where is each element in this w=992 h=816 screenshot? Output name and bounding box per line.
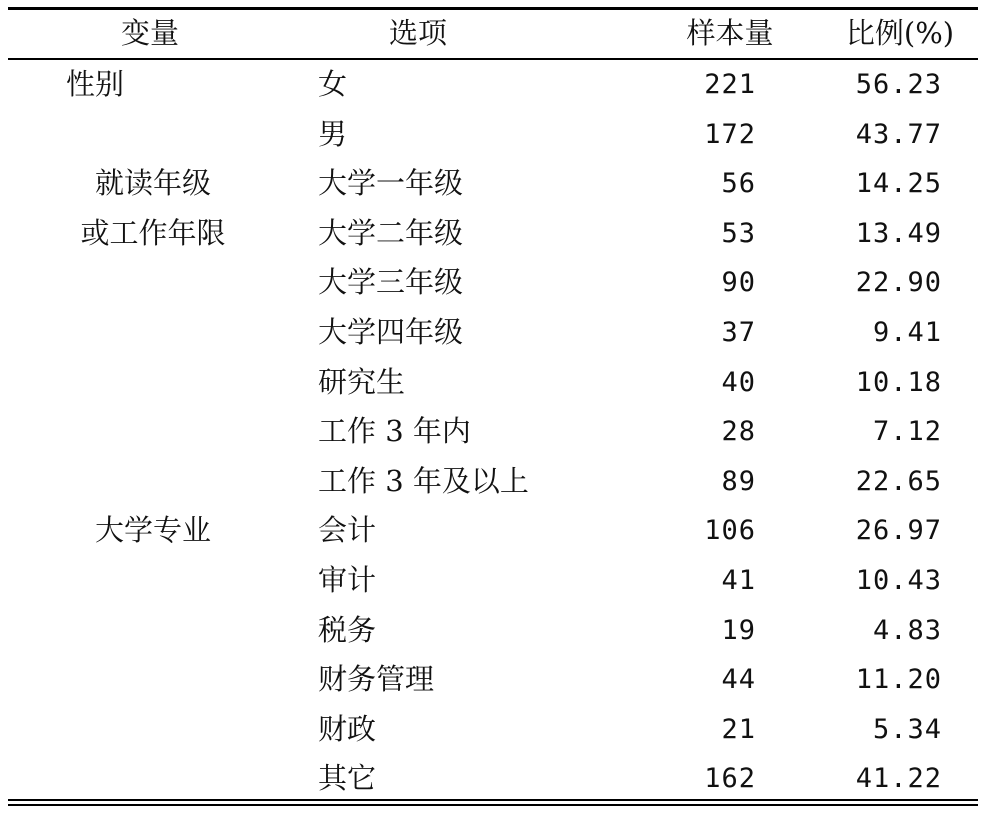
cell-variable [58, 110, 248, 159]
cell-percent: 26.97 [855, 515, 942, 546]
cell-percent: 11.20 [855, 664, 942, 695]
cell-option: 大学一年级 [318, 166, 464, 200]
cell-option: 其它 [318, 761, 377, 795]
cell-count: 53 [721, 218, 756, 249]
cell-variable [58, 705, 248, 754]
cell-option: 会计 [318, 513, 377, 547]
cell-variable [58, 407, 248, 456]
cell-percent: 56.23 [855, 69, 942, 100]
cell-option: 工作 3 年内 [318, 414, 471, 448]
cell-option: 审计 [318, 563, 377, 597]
cell-percent: 14.25 [855, 168, 942, 199]
cell-option: 税务 [318, 613, 377, 647]
cell-option: 大学二年级 [318, 216, 464, 250]
cell-count: 28 [721, 416, 756, 447]
cell-percent: 7.12 [872, 416, 942, 447]
cell-percent: 22.90 [855, 267, 942, 298]
bottom-rule-2 [8, 804, 978, 806]
cell-percent: 10.43 [855, 565, 942, 596]
cell-variable [58, 606, 248, 655]
cell-count: 172 [704, 119, 756, 150]
cell-count: 19 [721, 615, 756, 646]
cell-variable [58, 457, 248, 506]
cell-option: 男 [318, 117, 348, 151]
header-variable: 变量 [120, 16, 179, 50]
cell-count: 21 [721, 714, 756, 745]
cell-option: 财政 [318, 712, 377, 746]
cell-percent: 10.18 [855, 367, 942, 398]
cell-count: 44 [721, 664, 756, 695]
cell-option: 财务管理 [318, 662, 435, 696]
cell-option: 女 [318, 67, 348, 101]
cell-count: 162 [704, 763, 756, 794]
cell-variable [58, 308, 248, 357]
cell-count: 106 [704, 515, 756, 546]
header-option: 选项 [388, 16, 447, 50]
cell-count: 89 [721, 466, 756, 497]
cell-percent: 43.77 [855, 119, 942, 150]
header-count: 样本量 [686, 16, 774, 50]
header-percent: 比例(%) [845, 16, 955, 50]
cell-percent: 5.34 [872, 714, 942, 745]
cell-percent: 41.22 [855, 763, 942, 794]
cell-variable [58, 556, 248, 605]
cell-variable [58, 655, 248, 704]
cell-percent: 9.41 [872, 317, 942, 348]
bottom-rule-1 [8, 799, 978, 801]
cell-option: 工作 3 年及以上 [318, 464, 529, 498]
cell-percent: 22.65 [855, 466, 942, 497]
cell-count: 41 [721, 565, 756, 596]
cell-variable [58, 754, 248, 803]
cell-option: 大学三年级 [318, 265, 464, 299]
cell-percent: 13.49 [855, 218, 942, 249]
cell-variable: 性别 [66, 67, 125, 101]
cell-variable [58, 258, 248, 307]
cell-variable: 或工作年限 [80, 216, 226, 250]
cell-count: 90 [721, 267, 756, 298]
cell-count: 40 [721, 367, 756, 398]
cell-variable [58, 358, 248, 407]
cell-count: 56 [721, 168, 756, 199]
cell-option: 研究生 [318, 365, 406, 399]
cell-option: 大学四年级 [318, 315, 464, 349]
cell-variable: 就读年级 [94, 166, 211, 200]
cell-count: 221 [704, 69, 756, 100]
cell-percent: 4.83 [872, 615, 942, 646]
cell-count: 37 [721, 317, 756, 348]
cell-variable: 大学专业 [94, 513, 211, 547]
